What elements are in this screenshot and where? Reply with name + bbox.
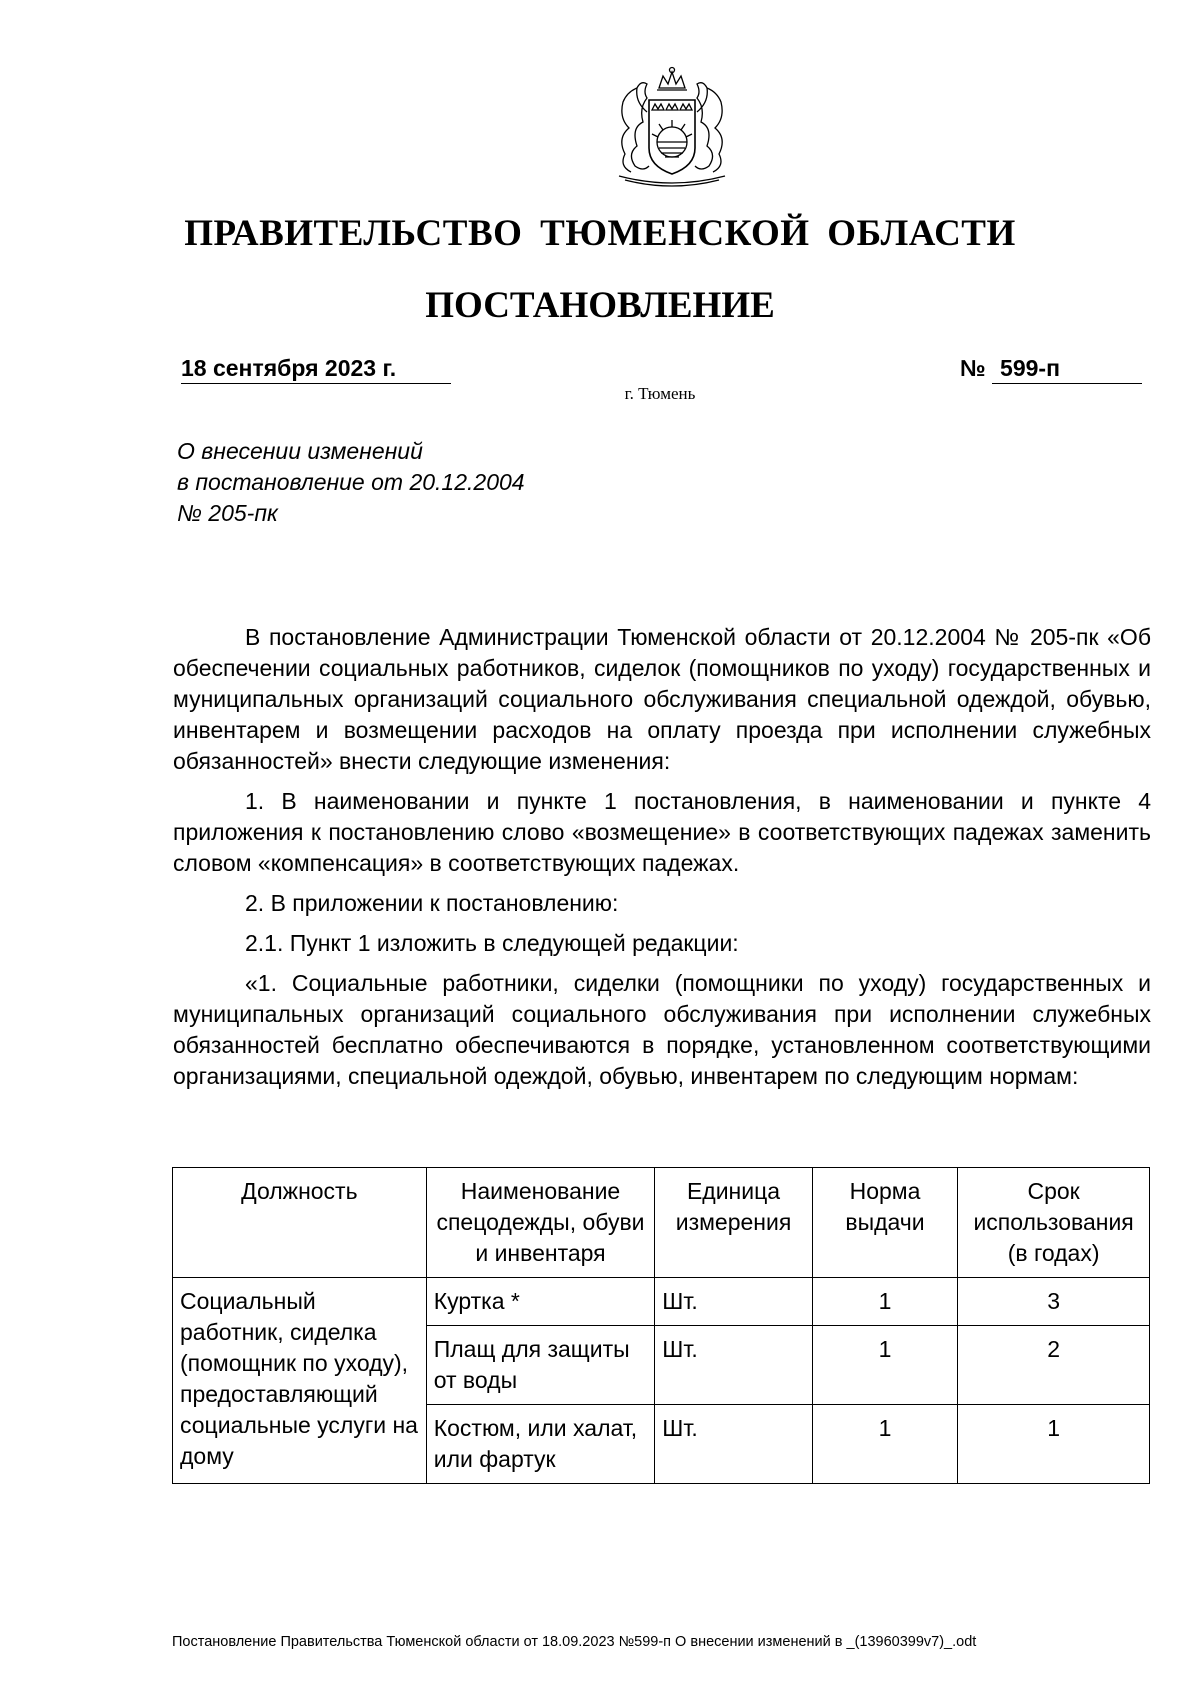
column-header-norm: Норма выдачи <box>812 1168 957 1278</box>
table-header-row <box>173 1168 1150 1278</box>
column-header-position: Должность <box>173 1168 427 1278</box>
paragraph-quoted-item-1: «1. Социальные работники, сиделки (помощники по уходу) государственных и муниципальных организаций социального обслуживания при исполнении служебных обязанностей бесплатно обеспечиваются в порядке, установленном соответствующими организациями, специальной одеждой, обувью, инвентарем по следующим нормам: <box>173 970 1151 1089</box>
subject-line: О внесении изменений <box>177 438 423 464</box>
document-number <box>960 353 1142 384</box>
term-cell: 3 <box>958 1278 1150 1326</box>
norm-cell: 1 <box>812 1278 957 1326</box>
column-header-term: Срок использования (в годах) <box>958 1168 1150 1278</box>
document-date: 18 сентября 2023 г. <box>181 353 451 384</box>
page-footer: Постановление Правительства Тюменской области от 18.09.2023 №599-п О внесении изменений в _(13960399v7)_.odt <box>172 1634 977 1650</box>
city-label: г. Тюмень <box>624 384 696 403</box>
unit-cell: Шт. <box>655 1278 812 1326</box>
norm-cell: 1 <box>812 1326 957 1405</box>
table-row <box>173 1278 1150 1326</box>
paragraph-item-2: 2. В приложении к постановлению: <box>245 890 619 916</box>
document-body <box>173 622 1151 1101</box>
paragraph-item-1: 1. В наименовании и пункте 1 постановления, в наименовании и пункте 4 приложения к постановлению слово «возмещение» в соответствующих падежах заменить словом «компенсация» в соответствующих падежах. <box>173 788 1151 876</box>
unit-cell: Шт. <box>655 1405 812 1484</box>
item-cell: Куртка * <box>426 1278 655 1326</box>
paragraph-item-2-1: 2.1. Пункт 1 изложить в следующей редакции: <box>245 930 739 956</box>
tyumen-region-coat-of-arms-icon <box>597 62 747 192</box>
norm-cell: 1 <box>812 1405 957 1484</box>
column-header-unit: Единица измерения <box>655 1168 812 1278</box>
organization-title: ПРАВИТЕЛЬСТВО ТЮМЕНСКОЙ ОБЛАСТИ <box>184 213 1016 254</box>
item-cell: Плащ для защиты от воды <box>426 1326 655 1405</box>
term-cell: 2 <box>958 1326 1150 1405</box>
subject-line: № 205-пк <box>177 500 278 526</box>
term-cell: 1 <box>958 1405 1150 1484</box>
paragraph-preamble: В постановление Администрации Тюменской области от 20.12.2004 № 205-пк «Об обеспечении социальных работников, сиделок (помощников по уходу) государственных и муниципальных организаций социального обслуживания специальной одеждой, обувью, инвентарем и возмещении расходов на оплату проезда при исполнении служебных обязанностей» внести следующие изменения: <box>173 624 1151 774</box>
column-header-item: Наименование спецодежды, обуви и инвентаря <box>426 1168 655 1278</box>
number-value: 599-п <box>992 353 1142 384</box>
unit-cell: Шт. <box>655 1326 812 1405</box>
subject-line: в постановление от 20.12.2004 <box>177 469 525 495</box>
document-type-heading: ПОСТАНОВЛЕНИЕ <box>425 285 775 326</box>
issuance-norms-table <box>172 1167 1150 1484</box>
document-subject <box>177 436 525 529</box>
position-cell: Социальный работник, сиделка (помощник по уходу), предоставляющий социальные услуги на дому <box>173 1278 427 1484</box>
number-sign: № <box>960 355 986 381</box>
item-cell: Костюм, или халат, или фартук <box>426 1405 655 1484</box>
